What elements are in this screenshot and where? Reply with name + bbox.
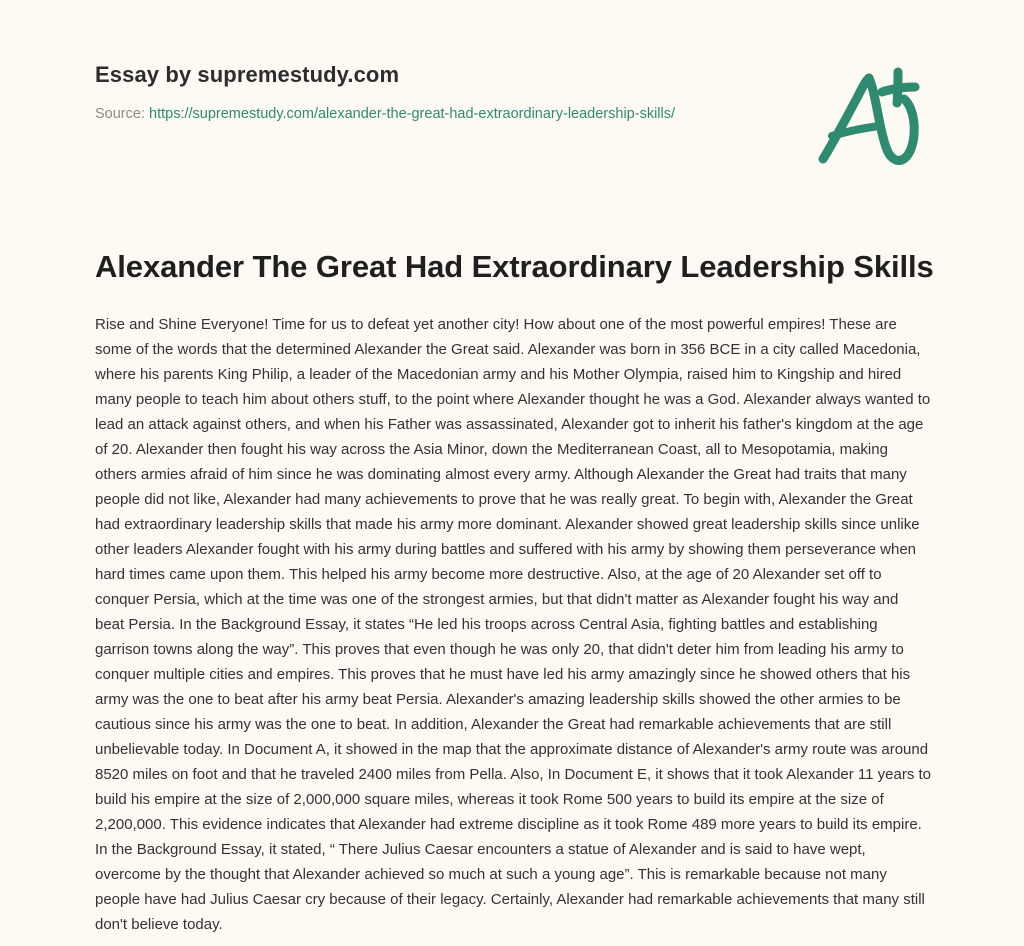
essay-paragraph: Rise and Shine Everyone! Time for us to defeat yet another city! How about one of the most powerful empires! These are some of the words that the determined Alexander the Great said. Alexander was born in 356 BCE in a city called Macedonia, where his parents King Philip, a leader of the Macedonian army and his Mother Olympia, raised him to Kingship and hired many people to teach him about others stuff, to the point where Alexander thought he was a God. Alexander always wanted to lead an attack against others, and when his Father was assassinated, Alexander got to inherit his father's kingdom at the age of 20. Alexander then fought his way across the Asia Minor, down the Mediterranean Coast, all to Mesopotamia, making others armies afraid of him since he was dominating almost every army. Although Alexander the Great had traits that many people did not like, Alexander had many achievements to prove that he was really great. To begin with, Alexander the Great had extraordinary leadership skills that made his army more dominant. Alexander showed great leadership skills since unlike other leaders Alexander fought with his army during battles and suffered with his army by showing them perseverance when hard times came upon them. This helped his army become more destructive. Also, at the age of 20 Alexander set off to conquer Persia, which at the time was one of the strongest armies, but that didn't matter as Alexander fought his way and beat Persia. In the Background Essay, it states “He led his troops across Central Asia, fighting battles and establishing garrison towns along the way”. This proves that even though he was only 20, that didn't deter him from leading his army to conquer multiple cities and empires. This proves that he must have led his army amazingly since he showed others that his army was the one to beat after his army beat Persia. Alexander's amazing leadership skills showed the other armies to be cautious since his army was the one to beat. In addition, Alexander the Great had remarkable achievements that are still unbelievable today. In Document A, it showed in the map that the approximate distance of Alexander's army route was around 8520 miles on foot and that he traveled 2400 miles from Pella. Also, In Document E, it shows that it took Alexander 11 years to build his empire at the size of 2,000,000 square miles, whereas it took Rome 500 years to build its empire at the size of 2,200,000. This evidence indicates that Alexander had extreme discipline as it took Rome 489 more years to build its empire. In the Background Essay, it stated, “ There Julius Caesar encounters a statue of Alexander and is said to have wept, overcome by the thought that Alexander achieved so much at such a young age”. This is remarkable because not many people have had Julius Caesar cry because of their legacy. Certainly, Alexander had remarkable achievements that many still don't believe today. [95,316,932,933]
a-plus-logo-glyph [812,62,932,172]
source-url-link[interactable]: https://supremestudy.com/alexander-the-great-had-extraordinary-leadership-skills/ [149,106,676,123]
page-title: Alexander The Great Had Extraordinary Leadership Skills [95,249,934,284]
a-plus-logo-icon [812,62,932,172]
essay-body [95,312,931,937]
essay-attribution: Essay by supremestudy.com [95,62,400,87]
source-line [95,105,930,124]
page-header [95,62,930,124]
source-label: Source: [95,106,145,123]
